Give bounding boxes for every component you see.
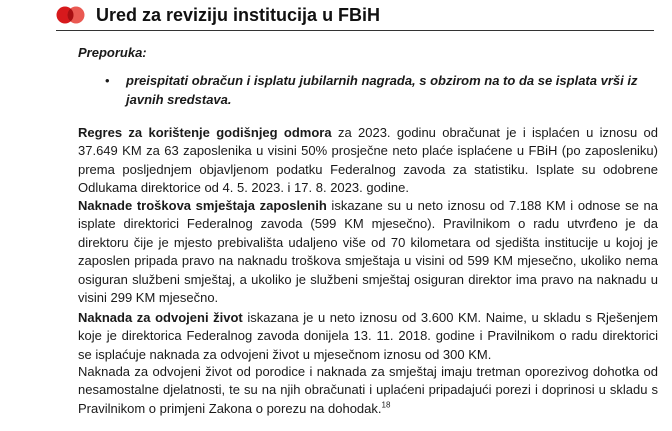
paragraph-text: iskazane su u neto iznosu od 7.188 KM i odnose se na isplate direktorici Federalnog zavoda (599 KM mjesečno). Pravilnikom o radu utvrđeno je da direktoru čije je mjesto prebivališta udaljeno više od 70 kilometara od sjedišta institucije u kojoj je zaposlen pripada pravo na naknadu troškova smještaja u visini od 599 KM mjesečno, ukoliko nema osiguran službeni smještaj, a ukoliko je službeni smještaj osiguran direktor ima pravo na naknadu u visini 299 KM mjesečno. [78,198,658,306]
header-title: Ured za reviziju institucija u FBiH [96,5,381,25]
paragraph-odvojeni-zivot [78,309,658,364]
paragraph-lead: Regres za korištenje godišnjeg odmora [78,125,332,140]
paragraph-lead: Naknade troškova smještaja zaposlenih [78,198,327,213]
paragraph-text: iskazana je u neto iznosu od 3.600 KM. Naime, u skladu s Rješenjem koje je direktorica Federalnog zavoda donijela 13. 11. 2018. godine i Pravilnikom o radu direktorici se isplaćuje naknada za odvojeni život u mjesečnom iznosu od 300 KM. [78,310,658,362]
paragraph-text: za 2023. godinu obračunat je i isplaćen u iznosu od 37.649 KM za 63 zaposlenika u visini 50% prosječne neto plaće isplaćene u FBiH (po zaposleniku) prema posljednjem objavljenom podatku Federalnog zavoda za statistiku. Isplate su odobrene Odlukama direktorice od 4. 5. 2023. i 17. 8. 2023. godine. [78,125,658,196]
paragraph-text: Naknada za odvojeni život od porodice i naknada za smještaj imaju tretman oporezivog dohotka od nesamostalne djelatnosti, te su na njih obračunati i uplaćeni pripadajući porezi i doprinosi u skladu s Pravilnikom o primjeni Zakona o porezu na dohodak. [78,364,658,416]
footnote-marker[interactable]: 18 [381,400,391,410]
paragraph-smjestaj [78,197,658,307]
paragraph-lead: Naknada za odvojeni život [78,310,243,325]
paragraph-regres [78,124,658,198]
document-header [56,4,656,30]
header-divider [56,30,654,31]
institution-logo-icon [56,5,86,25]
paragraph-oporezivanje [78,363,658,418]
recommendation-label: Preporuka: [78,45,147,60]
recommendation-item: preispitati obračun i isplatu jubilarnih nagrada, s obzirom na to da se isplata vrši iz javnih sredstava. [126,73,638,107]
bullet-icon: • [105,73,110,88]
